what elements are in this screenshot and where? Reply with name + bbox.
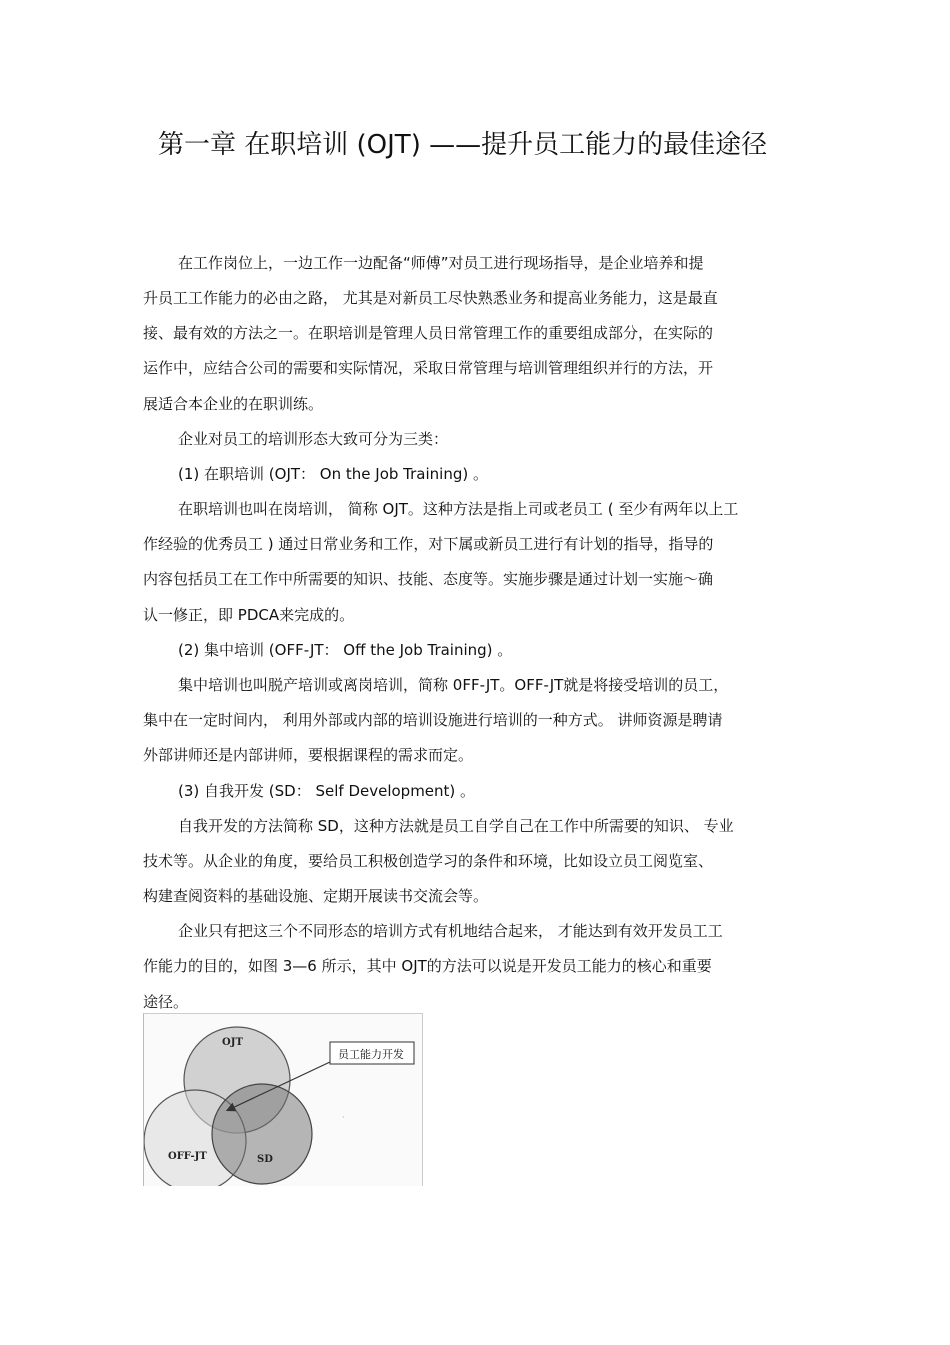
paragraph-line: 接、最有效的方法之一。在职培训是管理人员日常管理工作的重要组成部分，在实际的 [143, 324, 714, 342]
paragraph-line: 外部讲师还是内部讲师，要根据课程的需求而定。 [143, 746, 474, 764]
venn-diagram-figure [143, 1013, 423, 1186]
paragraph-line: 在工作岗位上，一边工作一边配备“师傅”对员工进行现场指导，是企业培养和提 [178, 254, 704, 272]
venn-label-ojt: OJT [222, 1037, 243, 1048]
paragraph-line: 展适合本企业的在职训练。 [143, 395, 324, 413]
paragraph-line: 作经验的优秀员工 ) 通过日常业务和工作，对下属或新员工进行有计划的指导，指导的 [143, 535, 714, 553]
paragraph-line: 升员工工作能力的必由之路， 尤其是对新员工尽快熟悉业务和提高业务能力，这是最直 [143, 289, 718, 307]
paragraph-line: 集中培训也叫脱产培训或离岗培训，简称 0FF-JT。OFF-JT就是将接受培训的员工， [178, 676, 729, 694]
paragraph-line: 集中在一定时间内， 利用外部或内部的培训设施进行培训的一种方式。 讲师资源是聘请 [143, 711, 723, 729]
paragraph-line: 认一修正，即 PDCA来完成的。 [143, 606, 355, 624]
venn-diagram [144, 1014, 422, 1186]
chapter-title: 第一章 在职培训 (OJT) ——提升员工能力的最佳途径 [158, 130, 768, 160]
paragraph-line: 运作中，应结合公司的需要和实际情况，采取日常管理与培训管理组织并行的方法，开 [143, 359, 714, 377]
venn-label-offjt: OFF-JT [168, 1151, 207, 1162]
paragraph-line: 途径。 [143, 993, 189, 1011]
paragraph-line: 内容包括员工在工作中所需要的知识、技能、态度等。实施步骤是通过计划一实施～确 [143, 570, 714, 588]
section-heading-ojt: (1) 在职培训 (OJT： On the Job Training) 。 [178, 465, 488, 483]
section-heading-sd: (3) 自我开发 (SD： Self Development) 。 [178, 782, 476, 800]
venn-label-sd: SD [257, 1154, 273, 1165]
paragraph-line: 企业对员工的培训形态大致可分为三类： [178, 430, 449, 448]
section-heading-offjt: (2) 集中培训 (OFF-JT： Off the Job Training) 。 [178, 641, 513, 659]
paragraph-line: 构建查阅资料的基础设施、定期开展读书交流会等。 [143, 887, 489, 905]
callout-label: 员工能力开发 [338, 1048, 404, 1061]
stray-mark: · [342, 1113, 345, 1122]
paragraph-line: 在职培训也叫在岗培训， 简称 OJT。这种方法是指上司或老员工 ( 至少有两年以上工 [178, 500, 739, 518]
paragraph-line: 自我开发的方法简称 SD，这种方法就是员工自学自己在工作中所需要的知识、 专业 [178, 817, 734, 835]
paragraph-line: 作能力的目的，如图 3—6 所示，其中 OJT的方法可以说是开发员工能力的核心和重要 [143, 957, 712, 975]
paragraph-line: 企业只有把这三个不同形态的培训方式有机地结合起来， 才能达到有效开发员工工 [178, 922, 723, 940]
paragraph-line: 技术等。从企业的角度，要给员工积极创造学习的条件和环境，比如设立员工阅览室、 [143, 852, 714, 870]
venn-circle-sd [212, 1084, 312, 1184]
